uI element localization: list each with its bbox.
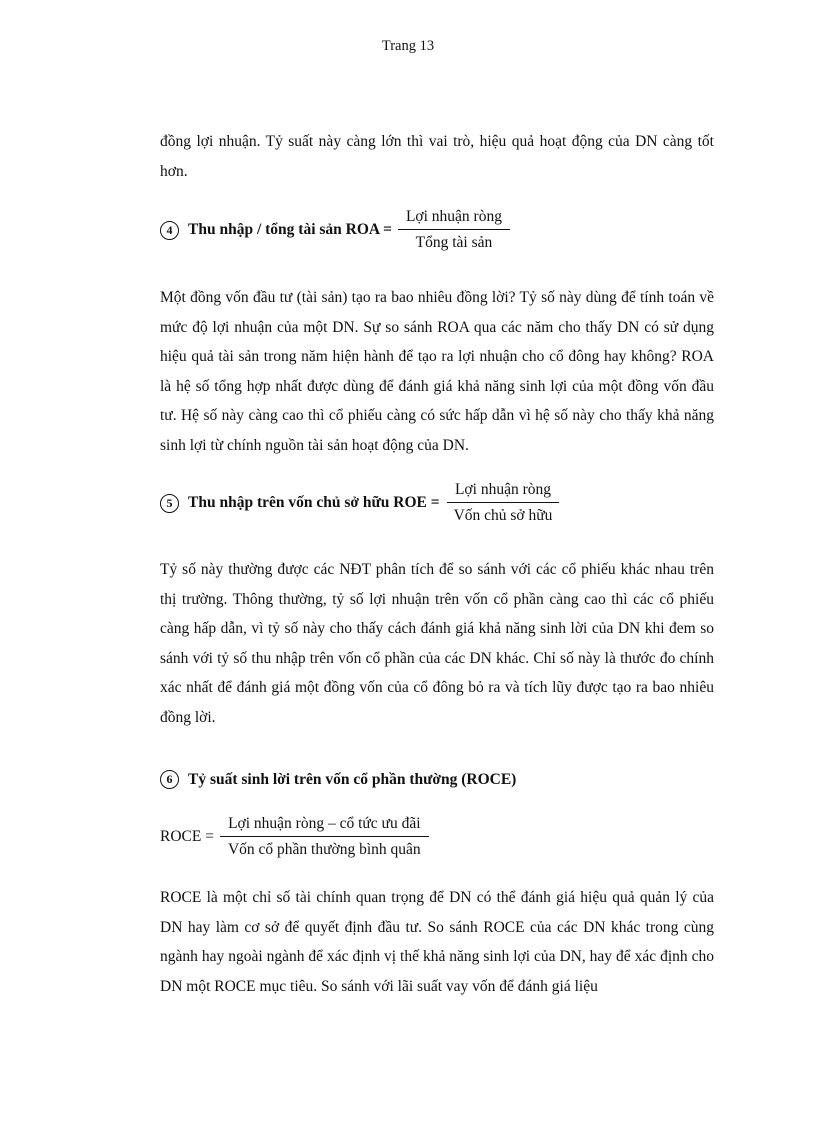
formula-roce [160, 815, 429, 859]
heading-roce-text: Tỷ suất sinh lời trên vốn cổ phần thường (ROCE) [188, 770, 517, 788]
page-number: Trang 13 [381, 38, 435, 54]
formula-roce-denominator: Vốn cổ phần thường bình quân [227, 841, 421, 858]
formula-roa-numerator: Lợi nhuận ròng [398, 208, 510, 230]
formula-roa-fraction [398, 208, 510, 252]
paragraph-intro: đồng lợi nhuận. Tỷ suất này càng lớn thì vai trò, hiệu quả hoạt động của DN càng tốt hơn. [160, 133, 714, 180]
formula-roa-denominator: Tổng tài sản [415, 234, 493, 251]
formula-roe-denominator: Vốn chủ sở hữu [453, 507, 553, 524]
circled-number-6: 6 [160, 770, 179, 789]
formula-roe-fraction [446, 481, 561, 525]
formula-roe-label: Thu nhập trên vốn chủ sở hữu ROE = [188, 494, 440, 511]
formula-roce-label: ROCE = [160, 828, 214, 845]
circled-number-4: 4 [160, 221, 179, 240]
formula-roa [160, 208, 510, 252]
formula-roe [160, 481, 560, 525]
formula-roe-numerator: Lợi nhuận ròng [447, 481, 559, 503]
formula-roa-label: Thu nhập / tổng tài sản ROA = [188, 221, 392, 238]
paragraph-roce: ROCE là một chỉ số tài chính quan trọng để DN có thể đánh giá hiệu quả quản lý của DN hay làm cơ sở để quyết định đầu tư. So sánh ROCE của các DN khác trong cùng ngành hay ngoài ngành để xác định vị thế khả năng sinh lợi của DN, hay để xác định cho DN một ROCE mục tiêu. So sánh với lãi suất vay vốn để đánh giá liệu [160, 889, 714, 995]
paragraph-roe: Tỷ số này thường được các NĐT phân tích để so sánh với các cổ phiếu khác nhau trên thị trường. Thông thường, tỷ số lợi nhuận trên vốn cổ phần càng cao thì các cổ phiếu càng hấp dẫn, vì tỷ số này cho thấy cách đánh giá khả năng sinh lời của DN khi đem so sánh với tỷ số thu nhập trên vốn cổ phần của các DN khác. Chỉ số này là thước đo chính xác nhất để đánh giá một đồng vốn của cổ đông bỏ ra và tích lũy được tạo ra bao nhiêu đồng lời. [160, 561, 714, 726]
formula-roce-numerator: Lợi nhuận ròng – cổ tức ưu đãi [220, 815, 428, 837]
circled-number-5: 5 [160, 494, 179, 513]
paragraph-roa: Một đồng vốn đầu tư (tài sản) tạo ra bao nhiêu đồng lời? Tỷ số này dùng để tính toán về mức độ lợi nhuận của một DN. Sự so sánh ROA qua các năm cho thấy DN có sử dụng hiệu quả tài sản trong năm hiện hành để tạo ra lợi nhuận cho cổ đông hay không? ROA là hệ số tổng hợp nhất được dùng để đánh giá khả năng sinh lợi của một đồng vốn đầu tư. Hệ số này càng cao thì cổ phiếu càng có sức hấp dẫn vì hệ số này cho thấy khả năng sinh lợi từ chính nguồn tài sản hoạt động của DN. [160, 289, 714, 454]
formula-roce-fraction [220, 815, 429, 859]
heading-roce [160, 770, 516, 789]
